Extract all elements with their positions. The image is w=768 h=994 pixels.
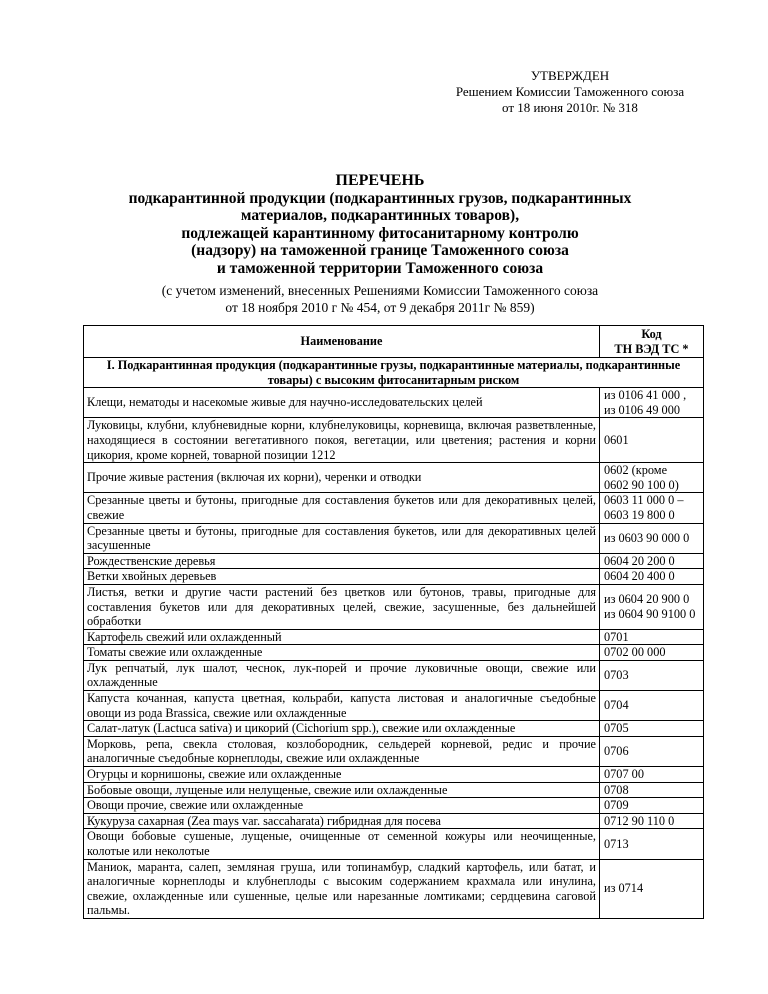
table-row xyxy=(84,553,704,569)
code-line-1: из 0106 41 000 , xyxy=(604,388,687,403)
table-row xyxy=(84,859,704,918)
product-name: Морковь, репа, свекла столовая, козлобородник, сельдерей корневой, редис и прочие аналогичные съедобные корнеплоды, свежие или охлажденные xyxy=(84,736,600,766)
table-row xyxy=(84,829,704,859)
tn-ved-code xyxy=(600,629,704,645)
header-name: Наименование xyxy=(84,326,600,358)
tn-ved-code xyxy=(600,553,704,569)
code-line-1: 0703 xyxy=(604,668,629,683)
tn-ved-code xyxy=(600,523,704,553)
products-table xyxy=(83,325,704,919)
title-heading: ПЕРЕЧЕНЬ xyxy=(335,172,425,189)
code-line-2: из 0106 49 000 xyxy=(604,402,680,417)
title-line-1: подкарантинной продукции (подкарантинных грузов, подкарантинных xyxy=(128,189,632,207)
code-line-1: 0707 00 xyxy=(604,767,644,782)
tn-ved-code xyxy=(600,829,704,859)
code-line-1: из 0714 xyxy=(604,881,644,896)
product-name: Листья, ветки и другие части растений без цветков или бутонов, травы, пригодные для составления букетов или для декоративных целей, свежие, засушенные, без дальнейшей обработки xyxy=(84,584,600,629)
title-line-2: материалов, подкарантинных товаров), xyxy=(240,207,520,224)
product-name: Кукуруза сахарная (Zea mays var. saccaharata) гибридная для посева xyxy=(84,813,600,829)
table-row xyxy=(84,418,704,463)
product-name: Овощи бобовые сушеные, лущеные, очищенные от семенной кожуры или неочищенные, колотые или неколотые xyxy=(84,829,600,859)
product-name: Рождественские деревья xyxy=(84,553,600,569)
tn-ved-code xyxy=(600,418,704,463)
table-row xyxy=(84,523,704,553)
table-row xyxy=(84,584,704,629)
product-name: Огурцы и корнишоны, свежие или охлажденные xyxy=(84,767,600,783)
code-line-1: 0706 xyxy=(604,744,629,759)
code-line-2: из 0604 90 9100 0 xyxy=(604,606,696,621)
product-name: Томаты свежие или охлажденные xyxy=(84,645,600,661)
amendments-line-2: от 18 ноября 2010 г № 454, от 9 декабря 2011г № 859) xyxy=(225,300,535,315)
tn-ved-code xyxy=(600,660,704,690)
code-line-1: 0604 20 200 0 xyxy=(604,553,675,568)
code-line-1: 0603 11 000 0 – xyxy=(604,493,684,508)
title-line-5: и таможенной территории Таможенного союза xyxy=(216,259,544,277)
approval-stamp xyxy=(420,68,720,116)
tn-ved-code xyxy=(600,584,704,629)
table-row xyxy=(84,782,704,798)
code-line-1: 0708 xyxy=(604,782,629,797)
product-name: Овощи прочие, свежие или охлажденные xyxy=(84,798,600,814)
section-title: I. Подкарантинная продукция (подкарантинные грузы, подкарантинные материалы, подкарантинные товары) с высоким фитосанитарным риском xyxy=(84,358,704,388)
header-code xyxy=(600,326,704,358)
amendments-line-1: (с учетом изменений, внесенных Решениями Комиссии Таможенного союза xyxy=(161,283,599,298)
code-line-1: 0704 xyxy=(604,698,629,713)
table-row xyxy=(84,798,704,814)
product-name: Капуста кочанная, капуста цветная, кольраби, капуста листовая и аналогичные съедобные овощи из рода Brassica, свежие или охлажденные xyxy=(84,691,600,721)
tn-ved-code xyxy=(600,782,704,798)
tn-ved-code xyxy=(600,493,704,523)
code-line-1: из 0604 20 900 0 xyxy=(604,592,690,607)
table-row xyxy=(84,569,704,585)
table-row xyxy=(84,721,704,737)
tn-ved-code xyxy=(600,569,704,585)
tn-ved-code xyxy=(600,736,704,766)
section-row xyxy=(84,358,704,388)
product-name: Салат-латук (Lactuca sativa) и цикорий (Cichorium spp.), свежие или охлажденные xyxy=(84,721,600,737)
title-line-4: (надзору) на таможенной границе Таможенного союза xyxy=(191,242,569,259)
title-line-3: подлежащей карантинному фитосанитарному контролю xyxy=(181,224,579,242)
tn-ved-code xyxy=(600,721,704,737)
table-row xyxy=(84,493,704,523)
tn-ved-code xyxy=(600,859,704,918)
tn-ved-code xyxy=(600,813,704,829)
approval-line-3: от 18 июня 2010г. № 318 xyxy=(502,100,638,115)
tn-ved-code xyxy=(600,463,704,493)
product-name: Ветки хвойных деревьев xyxy=(84,569,600,585)
table-row xyxy=(84,767,704,783)
code-line-1: 0712 90 110 0 xyxy=(604,813,675,828)
tn-ved-code xyxy=(600,798,704,814)
document-title xyxy=(80,172,680,277)
table-row xyxy=(84,645,704,661)
header-code-line-2: ТН ВЭД ТС * xyxy=(614,341,689,356)
table-row xyxy=(84,736,704,766)
product-name: Бобовые овощи, лущеные или нелущеные, свежие или охлажденные xyxy=(84,782,600,798)
product-name: Срезанные цветы и бутоны, пригодные для составления букетов, или для декоративных целей засушенные xyxy=(84,523,600,553)
code-line-1: из 0603 90 000 0 xyxy=(604,530,690,545)
code-line-1: 0604 20 400 0 xyxy=(604,569,675,584)
tn-ved-code xyxy=(600,388,704,418)
code-line-2: 0603 19 800 0 xyxy=(604,507,675,522)
table-row xyxy=(84,660,704,690)
product-name: Клещи, нематоды и насекомые живые для научно-исследовательских целей xyxy=(84,388,600,418)
code-line-2: 0602 90 100 0) xyxy=(604,477,679,492)
table-row xyxy=(84,813,704,829)
table-header-row xyxy=(84,326,704,358)
header-code-line-1: Код xyxy=(641,326,662,341)
code-line-1: 0709 xyxy=(604,798,629,813)
product-name: Маниок, маранта, салеп, земляная груша, или топинамбур, сладкий картофель, или батат, и аналогичные корнеплоды и клубнеплоды с высоким содержанием крахмала или инулина, свежие, охлажденные или сушенные, целые или нарезанные ломтиками; сердцевина саговой пальмы. xyxy=(84,859,600,918)
product-name: Картофель свежий или охлажденный xyxy=(84,629,600,645)
amendments-note xyxy=(100,282,660,316)
table-row xyxy=(84,691,704,721)
code-line-1: 0705 xyxy=(604,721,629,736)
code-line-1: 0601 xyxy=(604,432,629,447)
code-line-1: 0702 00 000 xyxy=(604,645,666,660)
product-name: Прочие живые растения (включая их корни), черенки и отводки xyxy=(84,463,600,493)
tn-ved-code xyxy=(600,645,704,661)
code-line-1: 0713 xyxy=(604,836,629,851)
tn-ved-code xyxy=(600,767,704,783)
code-line-1: 0602 (кроме xyxy=(604,463,668,478)
product-name: Срезанные цветы и бутоны, пригодные для составления букетов или для декоративных целей, свежие xyxy=(84,493,600,523)
product-name: Лук репчатый, лук шалот, чеснок, лук-порей и прочие луковичные овощи, свежие или охлажденные xyxy=(84,660,600,690)
tn-ved-code xyxy=(600,691,704,721)
table-row xyxy=(84,629,704,645)
code-line-1: 0701 xyxy=(604,629,629,644)
table-row xyxy=(84,463,704,493)
approval-line-2: Решением Комиссии Таможенного союза xyxy=(455,84,685,99)
product-name: Луковицы, клубни, клубневидные корни, клубнелуковицы, корневища, включая разветвленные, находящиеся в состоянии вегетативного покоя, вегетации, или цветения; растения и корни цикория, кроме корней, товарной позиции 1212 xyxy=(84,418,600,463)
approval-line-1: УТВЕРЖДЕН xyxy=(530,68,610,83)
table-row xyxy=(84,388,704,418)
